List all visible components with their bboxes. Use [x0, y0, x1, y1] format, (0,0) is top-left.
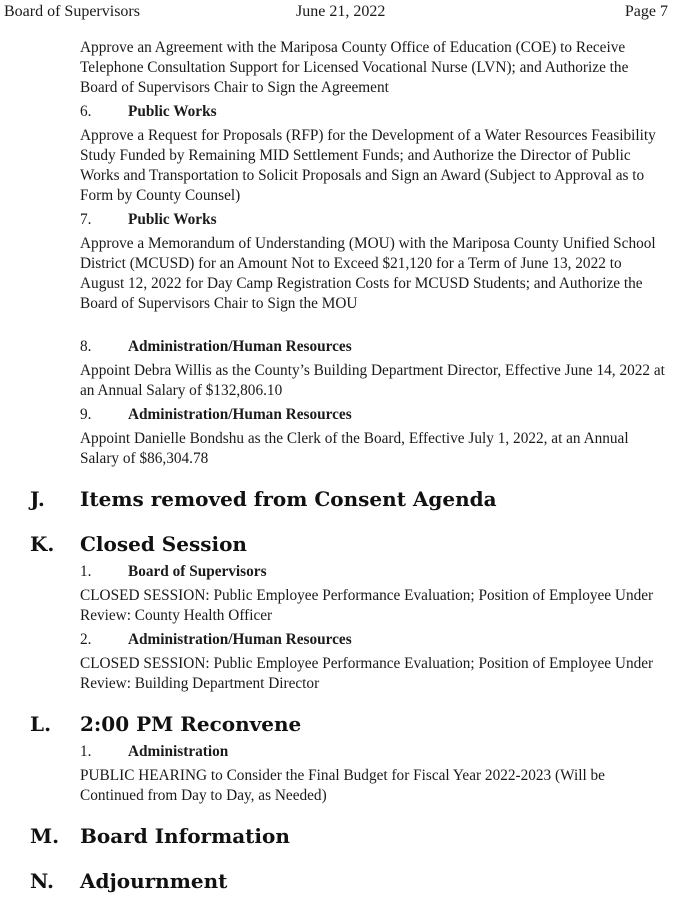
item-number: 1. — [80, 563, 92, 580]
section-title: Items removed from Consent Agenda — [80, 487, 497, 511]
section-letter: K. — [30, 532, 55, 556]
item-6-description: Approve a Request for Proposals (RFP) for the Development of a Water Resources Feasibility Study Funded by Remaining MID Settlement Funds; and Authorize the Director of Public Works and Transportation to Solicit Proposals and Sign an Award (Subject to Approval as to Form by County Counsel) — [80, 127, 656, 204]
item-number: 8. — [80, 338, 92, 355]
item-title: Public Works — [128, 211, 217, 228]
header-page-number: Page 7 — [624, 3, 668, 20]
item-title: Administration/Human Resources — [128, 338, 352, 355]
closed-session-item-2-description: CLOSED SESSION: Public Employee Performance Evaluation; Position of Employee Under Review: Building Department Director — [80, 655, 654, 692]
header-board-name: Board of Supervisors — [4, 3, 140, 20]
item-number: 2. — [80, 631, 92, 648]
section-title: Board Information — [80, 824, 290, 848]
item-title: Administration/Human Resources — [128, 406, 352, 423]
item-title: Board of Supervisors — [128, 563, 267, 580]
closed-session-item-1-description: CLOSED SESSION: Public Employee Performance Evaluation; Position of Employee Under Review: County Health Officer — [80, 587, 654, 624]
item-7-description: Approve a Memorandum of Understanding (MOU) with the Mariposa County Unified School District (MCUSD) for an Amount Not to Exceed $21,120 for a Term of June 13, 2022 to August 12, 2022 for Day Camp Registration Costs for MCUSD Students; and Authorize the Board of Supervisors Chair to Sign the MOU — [80, 235, 656, 312]
section-letter: M. — [30, 824, 60, 848]
section-title: 2:00 PM Reconvene — [80, 712, 302, 736]
item-number: 1. — [80, 743, 92, 760]
item-number: 6. — [80, 103, 92, 120]
item-number: 7. — [80, 211, 92, 228]
page-header — [4, 3, 668, 23]
section-letter: L. — [30, 712, 52, 736]
section-letter: J. — [30, 487, 45, 511]
item-number: 9. — [80, 406, 92, 423]
section-title: Closed Session — [80, 532, 247, 556]
header-date: June 21, 2022 — [296, 3, 386, 20]
item-title: Administration/Human Resources — [128, 631, 352, 648]
section-letter: N. — [30, 869, 54, 893]
section-title: Adjournment — [80, 869, 228, 893]
item-5-description: Approve an Agreement with the Mariposa County Office of Education (COE) to Receive Telephone Consultation Support for Licensed Vocational Nurse (LVN); and Authorize the Board of Supervisors Chair to Sign the Agreement — [80, 39, 629, 96]
item-title: Administration — [128, 743, 229, 760]
item-9-description: Appoint Danielle Bondshu as the Clerk of the Board, Effective July 1, 2022, at an Annual Salary of $86,304.78 — [80, 430, 629, 467]
item-title: Public Works — [128, 103, 217, 120]
reconvene-item-1-description: PUBLIC HEARING to Consider the Final Budget for Fiscal Year 2022-2023 (Will be Continued from Day to Day, as Needed) — [80, 767, 605, 804]
item-8-description: Appoint Debra Willis as the County’s Building Department Director, Effective June 14, 2022 at an Annual Salary of $132,806.10 — [80, 362, 665, 399]
